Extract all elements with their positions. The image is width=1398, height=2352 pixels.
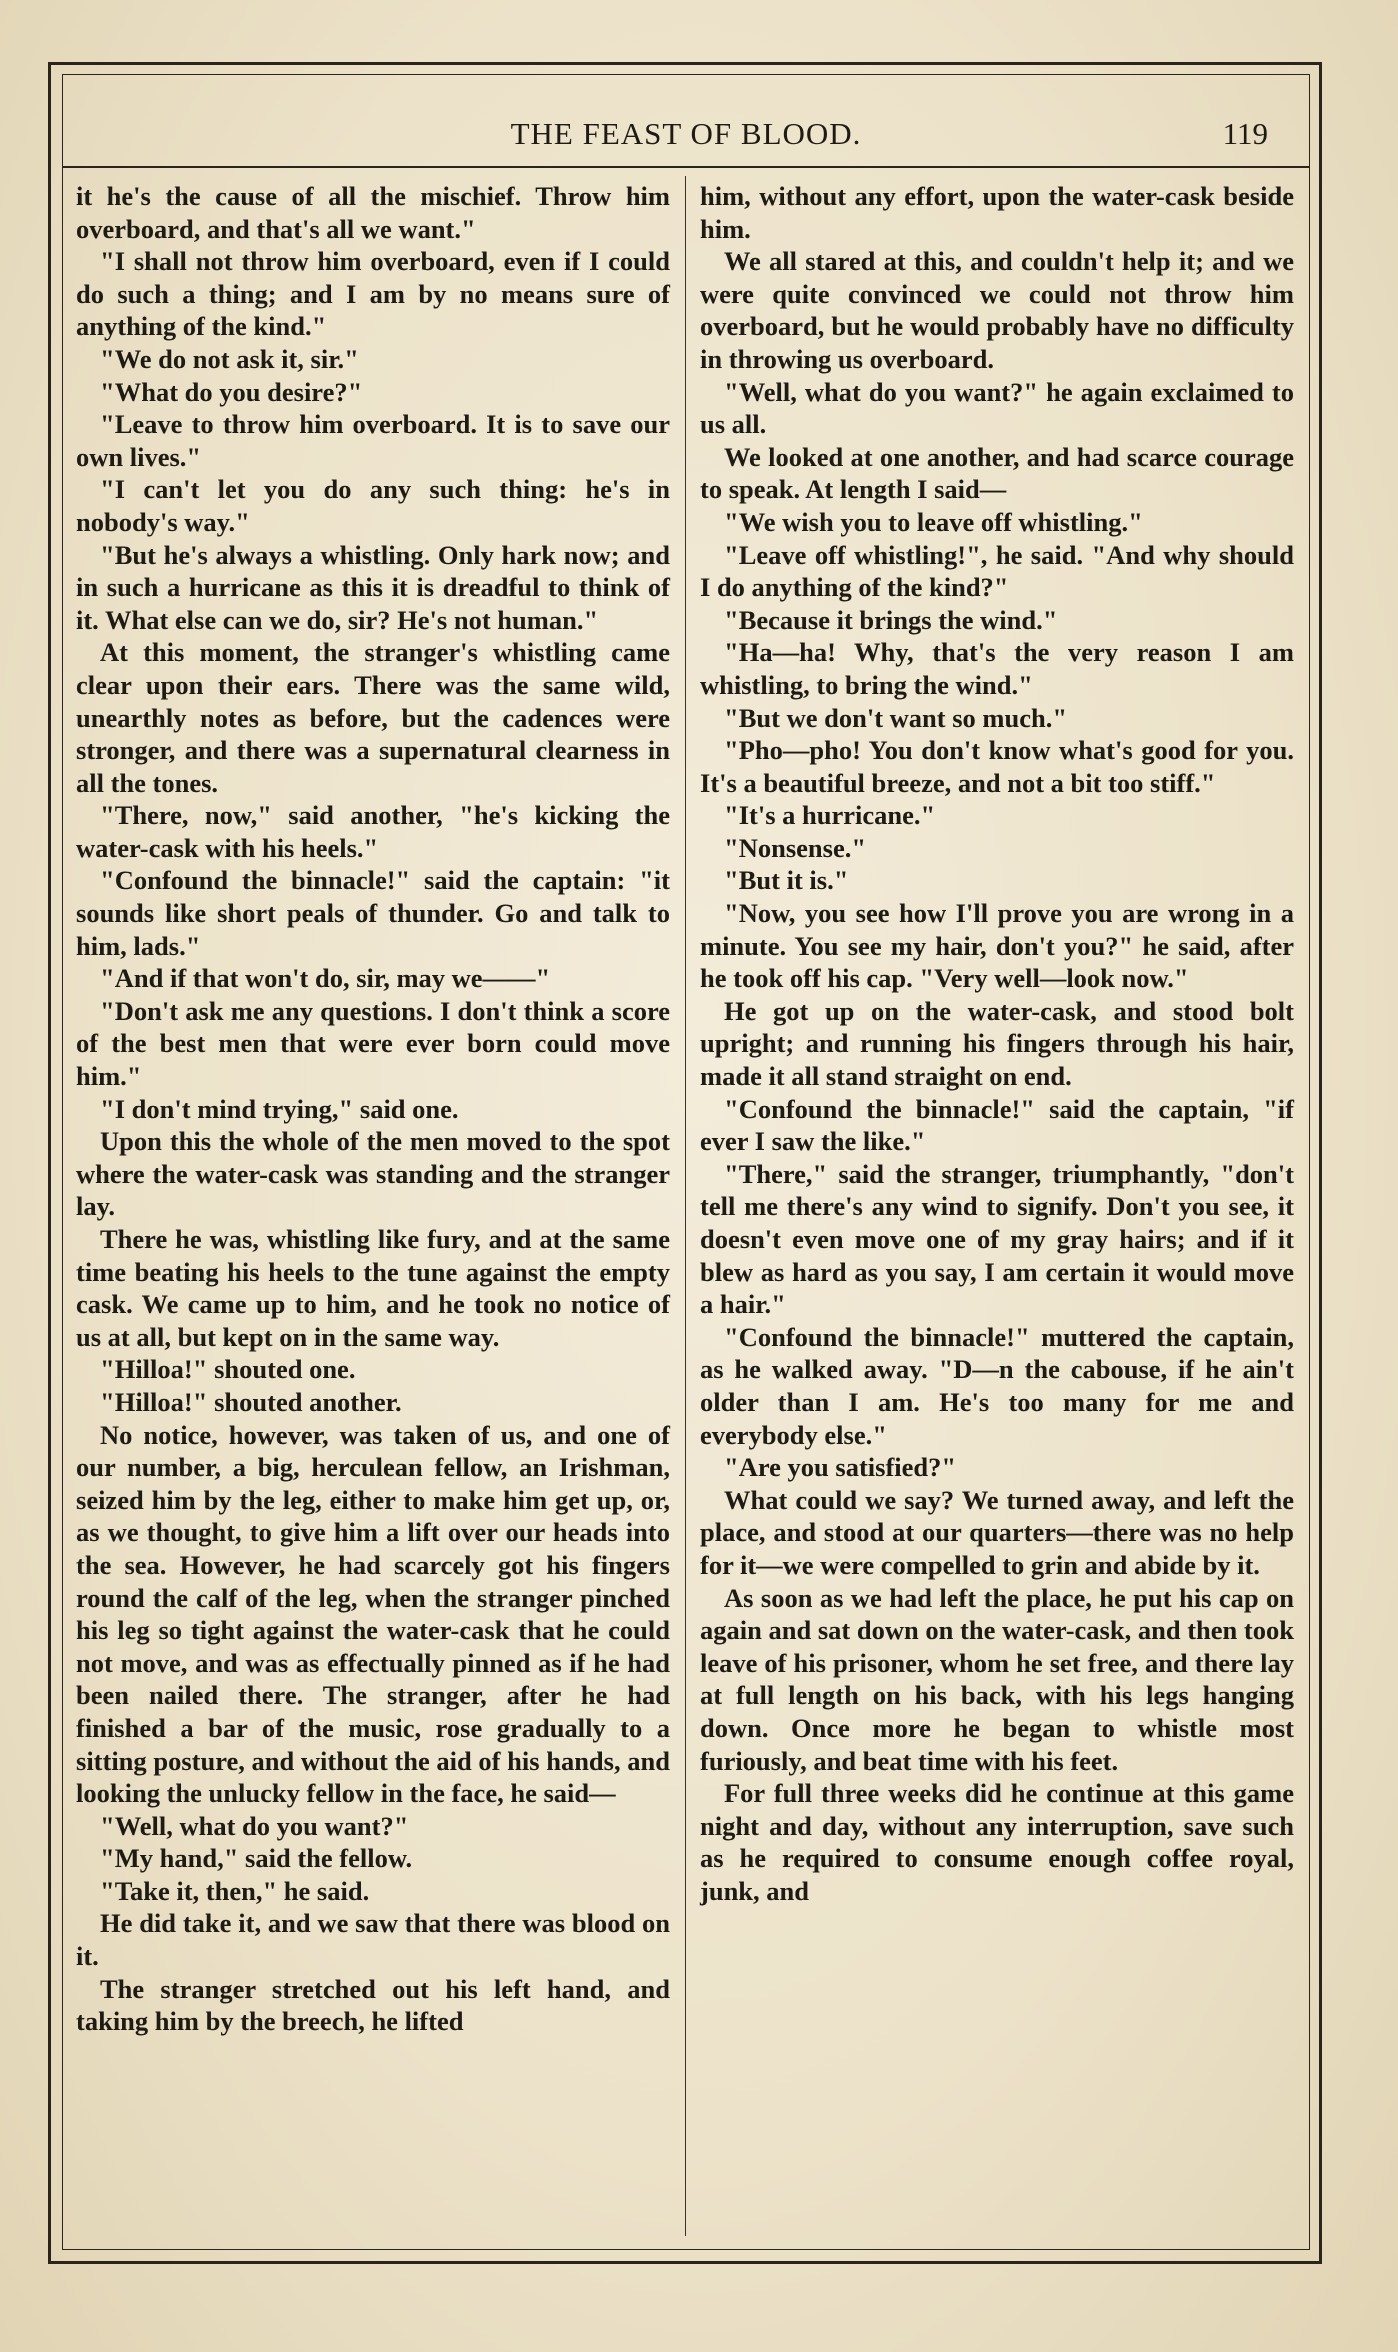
header-rule <box>62 166 1310 168</box>
paragraph: "It's a hurricane." <box>724 800 936 831</box>
paragraph: "Hilloa!" shouted one. <box>100 1354 356 1385</box>
paragraph: "I can't let you do any such thing: he's in nobody's way." <box>76 474 670 537</box>
right-column <box>700 180 1294 1907</box>
paragraph: "And if that won't do, sir, may we——" <box>100 963 551 994</box>
paragraph: "Now, you see how I'll prove you are wrong in a minute. You see my hair, don't you?" he said, after he took off his cap. "Very well—look now." <box>700 898 1294 994</box>
paragraph: "Confound the binnacle!" said the captain, "if ever I saw the like." <box>700 1093 1294 1157</box>
page-header <box>62 108 1310 158</box>
paragraph: "I shall not throw him overboard, even if I could do such a thing; and I am by no means sure of anything of the kind." <box>76 246 670 342</box>
paragraph: "Well, what do you want?" he again exclaimed to us all. <box>700 376 1294 440</box>
paragraph: "There, now," said another, "he's kicking the water-cask with his heels." <box>76 800 670 863</box>
page-number: 119 <box>1222 116 1268 151</box>
paragraph: "Are you satisfied?" <box>724 1452 957 1483</box>
running-title: THE FEAST OF BLOOD. <box>510 116 862 151</box>
paragraph: At this moment, the stranger's whistling came clear upon their ears. There was the same wild, unearthly notes as before, but the cadences were stronger, and there was a supernatural clearness in all the tones. <box>76 637 670 798</box>
paragraph: We all stared at this, and couldn't help it; and we were quite convinced we could not throw him overboard, but he would probably have no difficulty in throwing us overboard. <box>700 246 1294 374</box>
paragraph: "Confound the binnacle!" said the captain: "it sounds like short peals of thunder. Go and talk to him, lads." <box>76 865 670 961</box>
column-divider <box>685 176 686 2236</box>
paragraph: No notice, however, was taken of us, and one of our number, a big, herculean fellow, an Irishman, seized him by the leg, either to make him get up, or, as we thought, to give him a lift over our heads into the sea. However, he had scarcely got his fingers round the calf of the leg, when the stranger pinched his leg so tight against the water-cask that he could not move, and was as effectually pinned as if he had been nailed there. The stranger, after he had finished a bar of the music, rose gradually to a sitting posture, and without the aid of his hands, and looking the unlucky fellow in the face, he said— <box>76 1419 670 1809</box>
paragraph: "Confound the binnacle!" muttered the captain, as he walked away. "D—n the cabouse, if he ain't older than I am. He's too many for me and everybody else." <box>700 1321 1294 1450</box>
paragraph: "There," said the stranger, triumphantly, "don't tell me there's any wind to signify. Don't you see, it doesn't even move one of my gray hairs; and if it blew as hard as you say, I am certain it would move a hair." <box>700 1158 1294 1320</box>
paragraph: "Leave off whistling!", he said. "And why should I do anything of the kind?" <box>700 539 1294 603</box>
paragraph: What could we say? We turned away, and left the place, and stood at our quarters—there was no help for it—we were compelled to grin and abide by it. <box>700 1484 1294 1580</box>
paragraph: "We wish you to leave off whistling." <box>724 506 1143 537</box>
left-column <box>76 180 670 2038</box>
paragraph: For full three weeks did he continue at this game night and day, without any interruption, save such as he required to consume enough coffee royal, junk, and <box>700 1778 1294 1906</box>
paragraph: it he's the cause of all the mischief. Throw him overboard, and that's all we want." <box>76 181 670 244</box>
paragraph: There he was, whistling like fury, and at the same time beating his heels to the tune against the empty cask. We came up to him, and he took no notice of us at all, but kept on in the same way. <box>76 1224 670 1352</box>
paragraph: Upon this the whole of the men moved to the spot where the water-cask was standing and the stranger lay. <box>76 1126 670 1222</box>
paragraph: "My hand," said the fellow. <box>100 1843 413 1874</box>
paragraph: "Take it, then," he said. <box>100 1875 370 1906</box>
paragraph: "But he's always a whistling. Only hark now; and in such a hurricane as this it is dreadful to think of it. What else can we do, sir? He's not human." <box>76 539 670 635</box>
paragraph: "Leave to throw him overboard. It is to save our own lives." <box>76 409 670 472</box>
paragraph: "We do not ask it, sir." <box>100 343 359 374</box>
paragraph: "Don't ask me any questions. I don't think a score of the best men that were ever born could move him." <box>76 995 670 1092</box>
paragraph: "Because it brings the wind." <box>724 604 1058 635</box>
paragraph: We looked at one another, and had scarce courage to speak. At length I said— <box>700 441 1294 505</box>
paragraph: "But it is." <box>724 865 849 896</box>
paragraph: "But we don't want so much." <box>724 702 1068 733</box>
paragraph: "Hilloa!" shouted another. <box>100 1386 402 1417</box>
paragraph: He did take it, and we saw that there was blood on it. <box>76 1908 670 1972</box>
paragraph: "I don't mind trying," said one. <box>100 1093 459 1124</box>
paragraph: him, without any effort, upon the water-cask beside him. <box>700 181 1294 244</box>
paragraph: "Well, what do you want?" <box>100 1810 409 1841</box>
paragraph: "Nonsense." <box>724 832 867 863</box>
paragraph: The stranger stretched out his left hand, and taking him by the breech, he lifted <box>76 1973 670 2037</box>
paragraph: "What do you desire?" <box>100 376 363 407</box>
paragraph: "Ha—ha! Why, that's the very reason I am whistling, to bring the wind." <box>700 637 1294 700</box>
paragraph: As soon as we had left the place, he put his cap on again and sat down on the water-cask, and then took leave of his prisoner, whom he set free, and there lay at full length on his back, with his legs hanging down. Once more he began to whistle most furiously, and beat time with his feet. <box>700 1582 1294 1776</box>
paragraph: "Pho—pho! You don't know what's good for you. It's a beautiful breeze, and not a bit too stiff." <box>700 735 1294 798</box>
paragraph: He got up on the water-cask, and stood bolt upright; and running his fingers through his hair, made it all stand straight on end. <box>700 995 1294 1092</box>
